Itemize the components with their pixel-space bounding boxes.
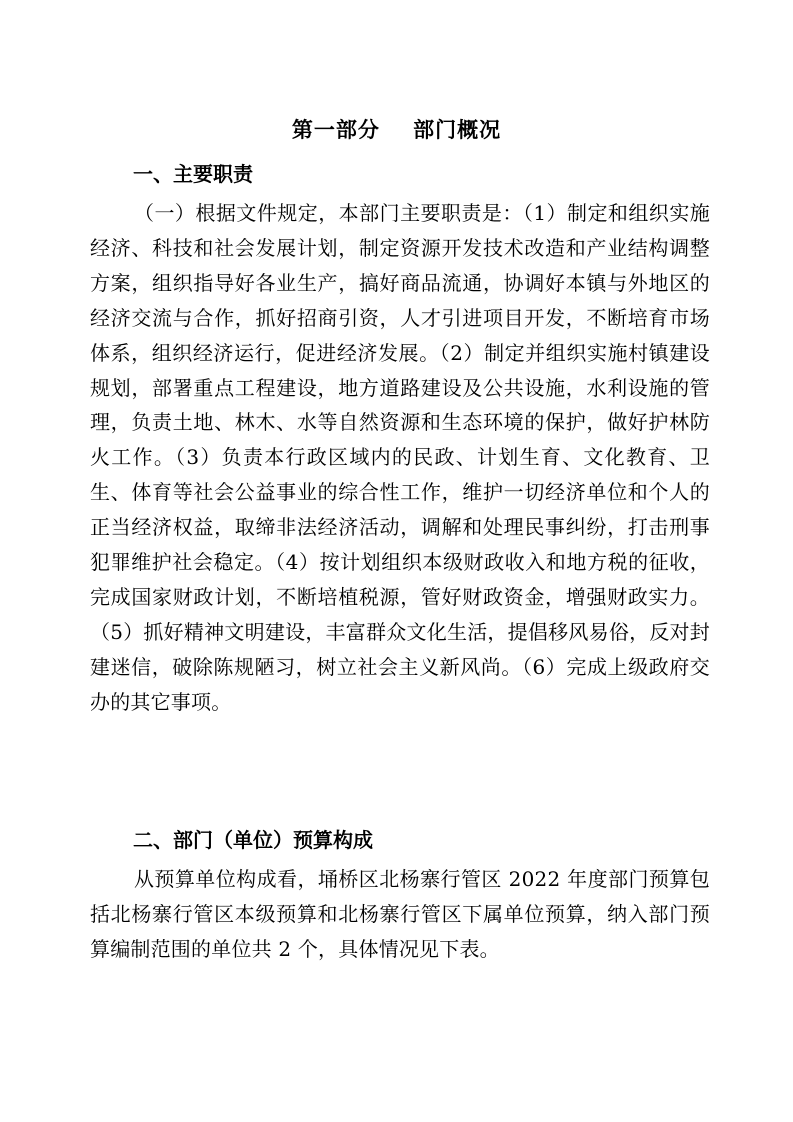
section-paragraph-main-duties: （一）根据文件规定，本部门主要职责是：（1）制定和组织实施经济、科技和社会发展计划，制定资源开发技术改造和产业结构调整方案，组织指导好各业生产，搞好商品流通，协调好本镇与外地区的经济交流与合作，抓好招商引资，人才引进项目开发，不断培育市场体系，组织经济运行，促进经济发展。（2）制定并组织实施村镇建设规划，部署重点工程建设，地方道路建设及公共设施，水利设施的管理，负责土地、林木、水等自然资源和生态环境的保护，做好护林防火工作。（3）负责本行政区域内的民政、计划生育、文化教育、卫生、体育等社会公益事业的综合性工作，维护一切经济单位和个人的正当经济权益，取缔非法经济活动，调解和处理民事纠纷，打击刑事犯罪维护社会稳定。（4）按计划组织本级财政收入和地方税的征收，完成国家财政计划，不断培植税源，管好财政资金，增强财政实力。（5）抓好精神文明建设，丰富群众文化生活，提倡移风易俗，反对封建迷信，破除陈规陋习，树立社会主义新风尚。（6）完成上级政府交办的其它事项。 <box>90 201 710 714</box>
section-paragraph-budget-composition: 从预算单位构成看，埇桥区北杨寨行管区 2022 年度部门预算包括北杨寨行管区本级预算和北杨寨行管区下属单位预算，纳入部门预算编制范围的单位共 2 个，具体情况见下表。 <box>90 867 710 961</box>
page-title: 第一部分 部门概况 <box>291 118 502 142</box>
section-heading-main-duties: 一、主要职责 <box>133 162 253 186</box>
section-heading-budget-composition: 二、部门（单位）预算构成 <box>133 828 373 852</box>
